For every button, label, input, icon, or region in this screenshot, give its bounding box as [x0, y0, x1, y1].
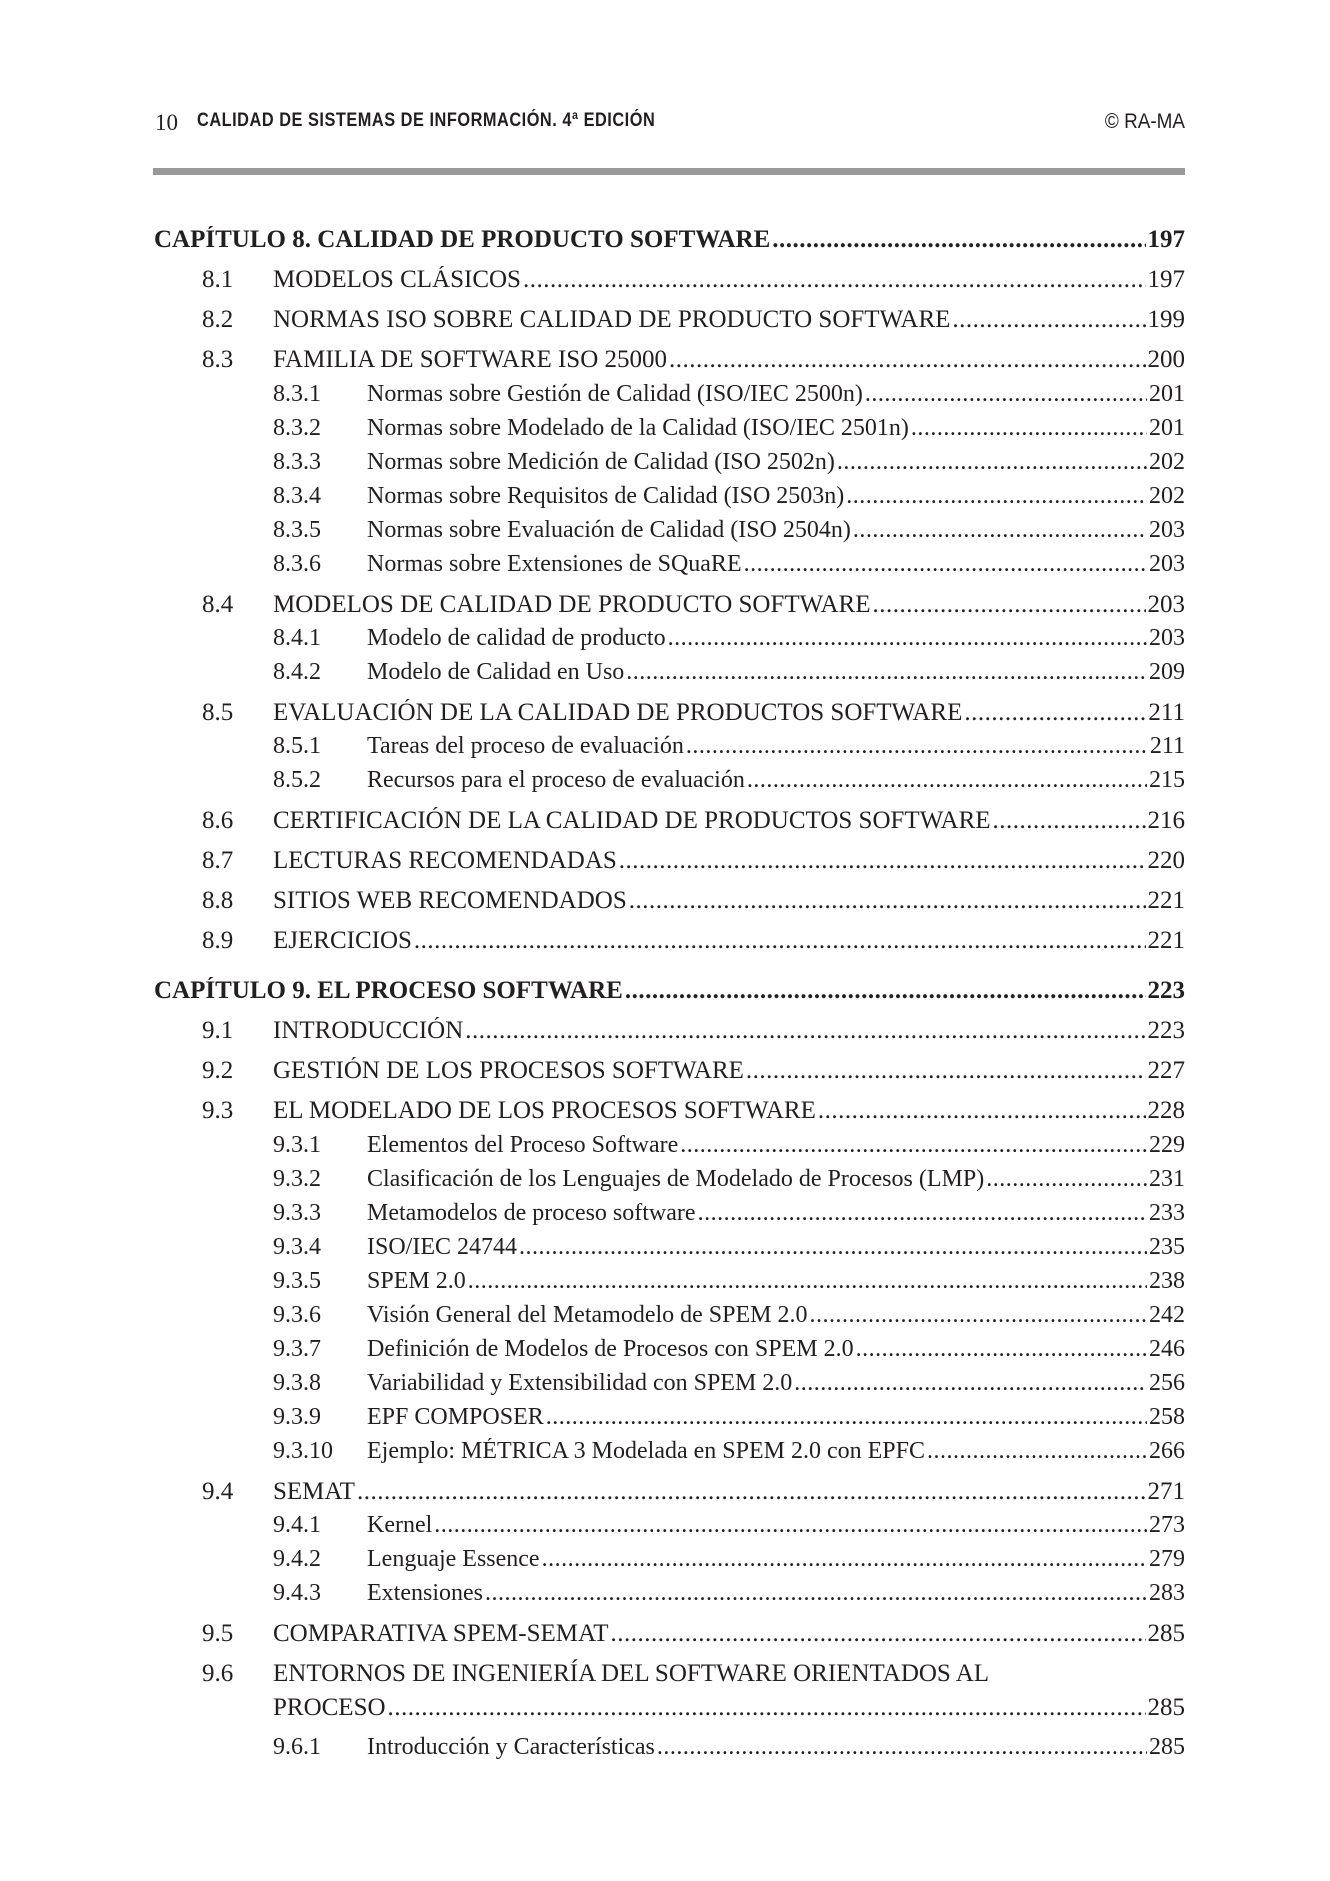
entry-page-number: 201	[1149, 381, 1185, 407]
entry-title: NORMAS ISO SOBRE CALIDAD DE PRODUCTO SOFTWARE	[273, 306, 951, 333]
entry-page-number: 266	[1149, 1438, 1185, 1464]
dot-leader	[388, 1694, 1146, 1722]
entry-title: Normas sobre Modelado de la Calidad (ISO/IEC 2501n)	[367, 415, 909, 441]
dot-leader	[626, 659, 1147, 686]
dot-leader	[414, 927, 1146, 955]
entry-title: Extensiones	[367, 1580, 483, 1606]
dot-leader	[519, 1234, 1147, 1261]
dot-leader	[911, 415, 1147, 442]
dot-leader	[747, 767, 1147, 794]
entry-title: CERTIFICACIÓN DE LA CALIDAD DE PRODUCTOS SOFTWARE	[273, 807, 991, 834]
entry-page-number: 233	[1149, 1200, 1185, 1226]
dot-leader	[927, 1438, 1147, 1465]
dot-leader	[872, 591, 1145, 619]
dot-leader	[523, 266, 1146, 294]
entry-page-number: 285	[1149, 1734, 1185, 1760]
dot-leader	[837, 449, 1147, 476]
entry-page-number: 201	[1149, 415, 1185, 441]
entry-page-number: 220	[1147, 847, 1185, 874]
entry-line	[367, 1438, 1185, 1465]
entry-line	[367, 1336, 1185, 1363]
entry-title: Visión General del Metamodelo de SPEM 2.0	[367, 1302, 808, 1328]
entry-title: Variabilidad y Extensibilidad con SPEM 2.0	[367, 1370, 793, 1396]
dot-leader	[818, 1097, 1146, 1125]
entry-number: 8.3.6	[273, 551, 321, 577]
entry-page-number: 199	[1147, 306, 1185, 333]
dot-leader	[680, 1132, 1147, 1159]
entry-number: 8.8	[202, 887, 234, 914]
entry-number: 8.5.1	[273, 733, 321, 759]
entry-number: 9.6	[202, 1660, 234, 1687]
entry-page-number: 235	[1149, 1234, 1185, 1260]
entry-page-number: 203	[1149, 517, 1185, 543]
entry-title: LECTURAS RECOMENDADAS	[273, 847, 617, 874]
entry-page-number: 223	[1147, 1017, 1185, 1044]
entry-line	[367, 733, 1185, 760]
entry-line	[367, 381, 1185, 408]
dot-leader	[865, 381, 1147, 408]
entry-page-number: 223	[1147, 977, 1185, 1004]
entry-page-number: 221	[1147, 887, 1185, 914]
entry-line	[367, 1546, 1185, 1573]
entry-line	[273, 927, 1185, 955]
entry-page-number: 227	[1147, 1057, 1185, 1084]
dot-leader	[686, 733, 1148, 760]
entry-line	[367, 1404, 1185, 1431]
entry-title: EL MODELADO DE LOS PROCESOS SOFTWARE	[273, 1097, 816, 1124]
entry-title: EPF COMPOSER	[367, 1404, 544, 1430]
entry-page-number: 238	[1149, 1268, 1185, 1294]
entry-number: 9.2	[202, 1057, 234, 1084]
entry-title: SPEM 2.0	[367, 1268, 466, 1294]
entry-page-number: 242	[1149, 1302, 1185, 1328]
dot-leader	[809, 1302, 1147, 1329]
entry-title: Modelo de Calidad en Uso	[367, 659, 625, 685]
entry-line	[367, 1580, 1185, 1607]
page-number: 10	[155, 110, 178, 135]
entry-line	[367, 1512, 1185, 1539]
dot-leader	[625, 977, 1146, 1005]
dot-leader	[542, 1546, 1147, 1573]
entry-title: Tareas del proceso de evaluación	[367, 733, 684, 759]
entry-number: 9.3.1	[273, 1132, 321, 1158]
entry-line	[367, 625, 1185, 652]
entry-title: ISO/IEC 24744	[367, 1234, 517, 1260]
entry-line	[367, 415, 1185, 442]
entry-title: CAPÍTULO 8. CALIDAD DE PRODUCTO SOFTWARE	[154, 226, 771, 253]
entry-line	[273, 266, 1185, 294]
entry-number: 8.3.2	[273, 415, 321, 441]
entry-line	[367, 449, 1185, 476]
dot-leader	[986, 1166, 1147, 1193]
running-header	[155, 108, 1185, 144]
entry-line	[367, 767, 1185, 794]
entry-title: Lenguaje Essence	[367, 1546, 540, 1572]
entry-page-number: 256	[1149, 1370, 1185, 1396]
dot-leader	[611, 1620, 1146, 1648]
entry-page-number: 229	[1149, 1132, 1185, 1158]
entry-title: FAMILIA DE SOFTWARE ISO 25000	[273, 346, 667, 373]
entry-line	[367, 1302, 1185, 1329]
entry-number: 9.4.2	[273, 1546, 321, 1572]
dot-leader	[669, 346, 1146, 374]
entry-line	[273, 1017, 1185, 1045]
header-rule	[153, 168, 1185, 175]
entry-line	[367, 1370, 1185, 1397]
entry-line	[273, 1097, 1185, 1125]
entry-number: 9.4	[202, 1478, 234, 1505]
dot-leader	[964, 699, 1146, 727]
dot-leader	[794, 1370, 1147, 1397]
entry-title: Ejemplo: MÉTRICA 3 Modelada en SPEM 2.0 con EPFC	[367, 1438, 925, 1464]
publisher-mark: © RA-MA	[1104, 110, 1185, 133]
entry-page-number: 200	[1147, 346, 1185, 373]
entry-number: 8.3.5	[273, 517, 321, 543]
entry-line	[367, 551, 1185, 578]
dot-leader	[853, 517, 1147, 544]
entry-number: 9.3.2	[273, 1166, 321, 1192]
entry-number: 8.7	[202, 847, 234, 874]
entry-number: 8.3.3	[273, 449, 321, 475]
entry-page-number: 273	[1149, 1512, 1185, 1538]
entry-number: 8.5.2	[273, 767, 321, 793]
entry-line	[367, 1234, 1185, 1261]
entry-page-number: 203	[1149, 625, 1185, 651]
entry-page-number: 209	[1149, 659, 1185, 685]
entry-number: 8.3.1	[273, 381, 321, 407]
entry-page-number: 211	[1148, 699, 1185, 726]
entry-line	[367, 1200, 1185, 1227]
entry-line	[273, 306, 1185, 334]
entry-title: Modelo de calidad de producto	[367, 625, 666, 651]
entry-title: Kernel	[367, 1512, 433, 1538]
entry-title: Metamodelos de proceso software	[367, 1200, 696, 1226]
entry-title: GESTIÓN DE LOS PROCESOS SOFTWARE	[273, 1057, 744, 1084]
entry-title: Definición de Modelos de Procesos con SPEM 2.0	[367, 1336, 854, 1362]
entry-line	[273, 1694, 1185, 1722]
entry-title: Normas sobre Extensiones de SQuaRE	[367, 551, 742, 577]
entry-page-number: 215	[1149, 767, 1185, 793]
entry-number: 9.3.9	[273, 1404, 321, 1430]
entry-title-continuation: PROCESO	[273, 1694, 386, 1721]
entry-title: MODELOS CLÁSICOS	[273, 266, 521, 293]
entry-title: SEMAT	[273, 1478, 355, 1505]
entry-number: 9.4.1	[273, 1512, 321, 1538]
entry-title: CAPÍTULO 9. EL PROCESO SOFTWARE	[154, 977, 623, 1004]
entry-line	[273, 887, 1185, 915]
entry-title: COMPARATIVA SPEM-SEMAT	[273, 1620, 609, 1647]
entry-page-number: 197	[1147, 226, 1185, 253]
entry-line	[367, 517, 1185, 544]
dot-leader	[772, 226, 1145, 254]
entry-title: Normas sobre Requisitos de Calidad (ISO 2503n)	[367, 483, 845, 509]
entry-number: 9.3.7	[273, 1336, 321, 1362]
entry-page-number: 285	[1147, 1620, 1185, 1647]
entry-line	[367, 1166, 1185, 1193]
entry-line	[367, 1268, 1185, 1295]
dot-leader	[465, 1017, 1145, 1045]
entry-title: Elementos del Proceso Software	[367, 1132, 679, 1158]
entry-title: Introducción y Características	[367, 1734, 655, 1760]
entry-page-number: 203	[1149, 551, 1185, 577]
dot-leader	[856, 1336, 1147, 1363]
dot-leader	[698, 1200, 1147, 1227]
entry-line	[154, 977, 1185, 1005]
entry-line	[273, 807, 1185, 835]
entry-number: 8.6	[202, 807, 234, 834]
entry-line	[273, 591, 1185, 619]
entry-page-number: 228	[1147, 1097, 1185, 1124]
entry-line	[273, 1057, 1185, 1085]
dot-leader	[546, 1404, 1147, 1431]
dot-leader	[744, 551, 1147, 578]
entry-line	[367, 483, 1185, 510]
entry-title: Normas sobre Evaluación de Calidad (ISO 2504n)	[367, 517, 851, 543]
dot-leader	[952, 306, 1145, 334]
dot-leader	[846, 483, 1147, 510]
entry-title: Normas sobre Gestión de Calidad (ISO/IEC 2500n)	[367, 381, 863, 407]
entry-number: 8.1	[202, 266, 234, 293]
entry-page-number: 216	[1147, 807, 1185, 834]
entry-page-number: 246	[1149, 1336, 1185, 1362]
entry-number: 8.4.1	[273, 625, 321, 651]
entry-title: MODELOS DE CALIDAD DE PRODUCTO SOFTWARE	[273, 591, 871, 618]
entry-line	[367, 659, 1185, 686]
entry-line	[154, 226, 1185, 254]
entry-number: 9.3.10	[273, 1438, 333, 1464]
entry-page-number: 202	[1149, 449, 1185, 475]
entry-title: Normas sobre Medición de Calidad (ISO 2502n)	[367, 449, 835, 475]
dot-leader	[357, 1478, 1146, 1506]
book-title: CALIDAD DE SISTEMAS DE INFORMACIÓN. 4ª EDICIÓN	[197, 110, 656, 131]
entry-title: Clasificación de los Lenguajes de Modelado de Procesos (LMP)	[367, 1166, 985, 1192]
entry-page-number: 285	[1147, 1694, 1185, 1721]
entry-page-number: 211	[1149, 733, 1185, 759]
dot-leader	[485, 1580, 1147, 1607]
entry-page-number: 202	[1149, 483, 1185, 509]
entry-line	[273, 1478, 1185, 1506]
entry-number: 9.3.8	[273, 1370, 321, 1396]
dot-leader	[993, 807, 1146, 835]
entry-line	[367, 1132, 1185, 1159]
entry-page-number: 258	[1149, 1404, 1185, 1430]
entry-page-number: 231	[1149, 1166, 1185, 1192]
entry-title: Recursos para el proceso de evaluación	[367, 767, 745, 793]
dot-leader	[668, 625, 1147, 652]
entry-line	[273, 847, 1185, 875]
entry-number: 9.3	[202, 1097, 234, 1124]
entry-page-number: 271	[1147, 1478, 1185, 1505]
entry-number: 8.2	[202, 306, 234, 333]
entry-number: 8.4.2	[273, 659, 321, 685]
entry-title: SITIOS WEB RECOMENDADOS	[273, 887, 627, 914]
entry-line	[273, 699, 1185, 727]
entry-page-number: 197	[1147, 266, 1185, 293]
entry-page-number: 221	[1147, 927, 1185, 954]
dot-leader	[657, 1734, 1147, 1761]
entry-number: 8.3	[202, 346, 234, 373]
dot-leader	[468, 1268, 1147, 1295]
entry-line	[273, 346, 1185, 374]
entry-page-number: 203	[1147, 591, 1185, 618]
entry-title: INTRODUCCIÓN	[273, 1017, 464, 1044]
entry-number: 9.6.1	[273, 1734, 321, 1760]
entry-number: 9.3.4	[273, 1234, 321, 1260]
entry-number: 8.9	[202, 927, 234, 954]
entry-number: 9.3.3	[273, 1200, 321, 1226]
entry-number: 9.1	[202, 1017, 234, 1044]
entry-line	[367, 1734, 1185, 1761]
entry-number: 8.5	[202, 699, 234, 726]
entry-number: 9.3.6	[273, 1302, 321, 1328]
entry-title: ENTORNOS DE INGENIERÍA DEL SOFTWARE ORIENTADOS AL	[273, 1660, 990, 1687]
entry-title: EJERCICIOS	[273, 927, 412, 954]
dot-leader	[746, 1057, 1146, 1085]
entry-page-number: 283	[1149, 1580, 1185, 1606]
entry-number: 9.4.3	[273, 1580, 321, 1606]
entry-title: EVALUACIÓN DE LA CALIDAD DE PRODUCTOS SOFTWARE	[273, 699, 963, 726]
entry-page-number: 279	[1149, 1546, 1185, 1572]
entry-number: 9.3.5	[273, 1268, 321, 1294]
entry-number: 8.3.4	[273, 483, 321, 509]
entry-number: 8.4	[202, 591, 234, 618]
dot-leader	[619, 847, 1146, 875]
dot-leader	[629, 887, 1146, 915]
entry-number: 9.5	[202, 1620, 234, 1647]
entry-line	[273, 1620, 1185, 1648]
dot-leader	[434, 1512, 1147, 1539]
